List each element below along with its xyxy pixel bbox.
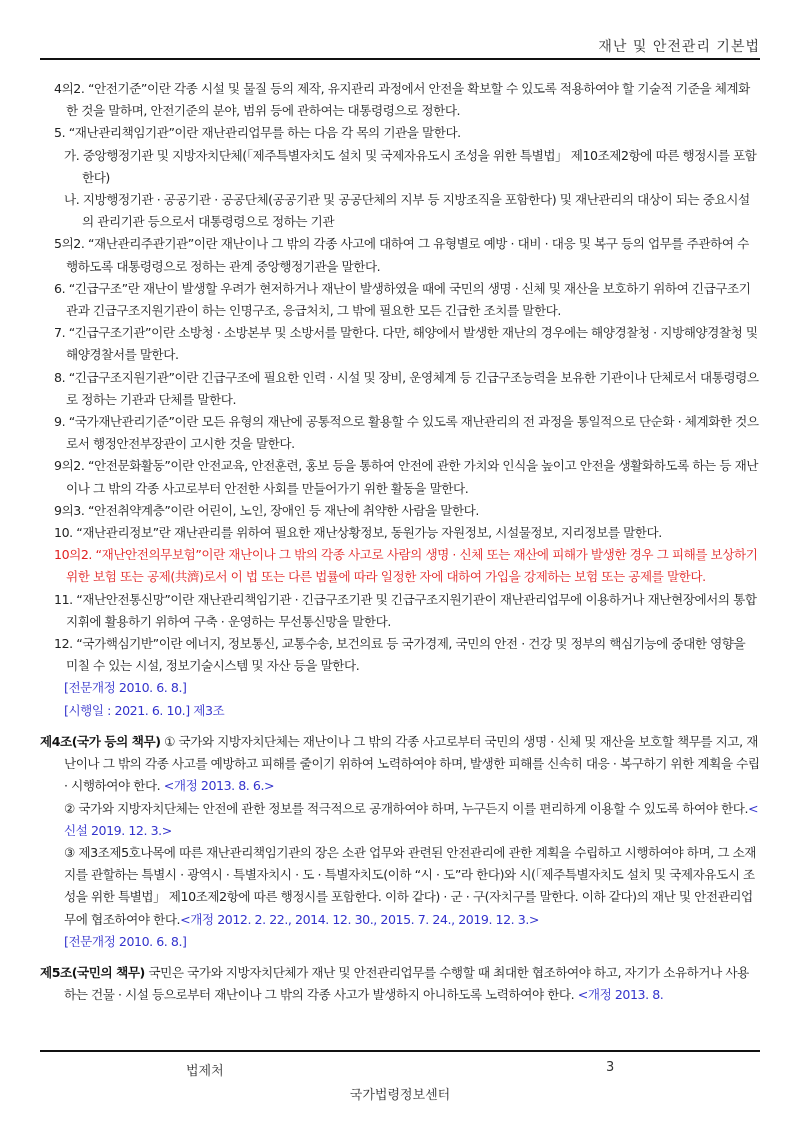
- definition-5-2: 5의2. “재난관리주관기관”이란 재난이나 그 밖의 각종 사고에 대하여 그 유형별로 예방 · 대비 · 대응 및 복구 등의 업무를 주관하여 수행하도록 대통령령으로 정하는 관계 중앙행정기관을 말한다.: [54, 236, 749, 274]
- article-5-title: 제5조(국민의 책무): [40, 964, 145, 980]
- definition-11: 11. “재난안전통신망”이란 재난관리책임기관 · 긴급구조기관 및 긴급구조지원기관이 재난관리업무에 이용하거나 재난현장에서의 통합지휘에 활용하기 위하여 구축 · 운영하는 무선통신망을 말한다.: [54, 591, 757, 629]
- article-4-title: 제4조(국가 등의 책무): [40, 733, 161, 749]
- article-4-paragraph-3: ③ 제3조제5호나목에 따른 재난관리책임기관의 장은 소관 업무와 관련된 안전관리에 관한 계획을 수립하고 시행하여야 하며, 그 소재지를 관할하는 특별시 · 광역시 · 특별자치시 · 도 · 특별자치도(이하 “시 · 도”라 한다)와 시(「제주특별자치도 설치 및 국제자유도시 조성을 위한 특별법」 제10조제2항에 따른 행정시를 포함한다. 이하 같다) · 군 · 구(자치구를 말한다. 이하 같다)의 재난 및 안전관리업무에 협조하여야 한다.<개정 2012. 2. 22., 2014. 12. 30., 2015. 7. 24., 2019. 12. 3.>: [64, 844, 757, 927]
- definition-9: 9. “국가재난관리기준”이란 모든 유형의 재난에 공통적으로 활용할 수 있도록 재난관리의 전 과정을 통일적으로 단순화 · 체계화한 것으로서 행정안전부장관이 고시한 것을 말한다.: [54, 414, 759, 452]
- definition-9-2: 9의2. “안전문화활동”이란 안전교육, 안전훈련, 홍보 등을 통하여 안전에 관한 가치와 인식을 높이고 안전을 생활화하도록 하는 등 재난이나 그 밖의 각종 사고로부터 안전한 사회를 만들어가기 위한 활동을 말한다.: [54, 458, 759, 496]
- definition-4-2: 4의2. “안전기준”이란 각종 시설 및 물질 등의 제작, 유지관리 과정에서 안전을 확보할 수 있도록 적용하여야 할 기술적 기준을 체계화한 것을 말하며, 안전기준의 분야, 범위 등에 관하여는 대통령령으로 정한다.: [54, 81, 750, 119]
- definition-8: 8. “긴급구조지원기관”이란 긴급구조에 필요한 인력 · 시설 및 장비, 운영체계 등 긴급구조능력을 보유한 기관이나 단체로서 대통령령으로 정하는 기관과 단체를 말한다.: [54, 369, 759, 407]
- definition-9-3: 9의3. “안전취약계층”이란 어린이, 노인, 장애인 등 재난에 취약한 사람을 말한다.: [54, 502, 479, 518]
- definition-7: 7. “긴급구조기관”이란 소방청 · 소방본부 및 소방서를 말한다. 다만, 해양에서 발생한 재난의 경우에는 해양경찰청 · 지방해양경찰청 및 해양경찰서를 말한다.: [54, 325, 758, 363]
- amendment-note: <개정 2012. 2. 22., 2014. 12. 30., 2015. 7. 24., 2019. 12. 3.>: [180, 911, 539, 927]
- new-provision-note: <신설 2019. 12. 3.>: [64, 800, 759, 838]
- amendment-note: <개정 2013. 8. 6.>: [163, 778, 275, 794]
- definition-5-ga: 가. 중앙행정기관 및 지방자치단체(「제주특별자치도 설치 및 국제자유도시 조성을 위한 특별법」 제10조제2항에 따른 행정시를 포함한다): [64, 147, 757, 185]
- definition-12: 12. “국가핵심기반”이란 에너지, 정보통신, 교통수송, 보건의료 등 국가경제, 국민의 안전 · 건강 및 정부의 핵심기능에 중대한 영향을 미칠 수 있는 시설, 정보기술시스템 및 자산 등을 말한다.: [54, 636, 746, 674]
- page-number: 3: [606, 1060, 615, 1075]
- definition-5: 5. “재난관리책임기관”이란 재난관리업무를 하는 다음 각 목의 기관을 말한다.: [54, 125, 461, 141]
- header-divider: [40, 58, 760, 60]
- article-3-link[interactable]: 제3조: [193, 702, 225, 718]
- footer-source: 법제처: [186, 1064, 224, 1079]
- definition-10: 10. “재난관리정보”란 재난관리를 위하여 필요한 재난상황정보, 동원가능 자원정보, 시설물정보, 지리정보를 말한다.: [54, 525, 662, 541]
- definition-5-na: 나. 지방행정기관 · 공공기관 · 공공단체(공공기관 및 공공단체의 지부 등 지방조직을 포함한다) 및 재난관리의 대상이 되는 중요시설의 관리기관 등으로서 대통령령으로 정하는 기관: [64, 192, 750, 230]
- article-4-paragraph-2: ② 국가와 지방자치단체는 안전에 관한 정보를 적극적으로 공개하여야 하며, 누구든지 이를 편리하게 이용할 수 있도록 하여야 한다.<신설 2019. 12. 3.>: [64, 800, 759, 838]
- revision-note: [전문개정 2010. 6. 8.]: [64, 680, 187, 696]
- footer-divider: [40, 1050, 760, 1052]
- definition-10-2-amended: 10의2. “재난안전의무보험”이란 재난이나 그 밖의 각종 사고로 사람의 생명 · 신체 또는 재산에 피해가 발생한 경우 그 피해를 보상하기 위한 보험 또는 공제(共濟)로서 이 법 또는 다른 법률에 따라 일정한 자에 대하여 가입을 강제하는 보험 또는 공제를 말한다.: [54, 547, 758, 585]
- effective-date-note: [시행일 : 2021. 6. 10.] 제3조: [64, 702, 225, 718]
- article-4: 제4조(국가 등의 책무) ① 국가와 지방자치단체는 재난이나 그 밖의 각종 사고로부터 국민의 생명 · 신체 및 재산을 보호할 책무를 지고, 재난이나 그 밖의 각종 사고를 예방하고 피해를 줄이기 위하여 노력하여야 하며, 발생한 피해를 신속히 대응 · 복구하기 위한 계획을 수립 · 시행하여야 한다. <개정 2013. 8. 6.>: [40, 733, 760, 794]
- article-5: 제5조(국민의 책무) 국민은 국가와 지방자치단체가 재난 및 안전관리업무를 수행할 때 최대한 협조하여야 하고, 자기가 소유하거나 사용하는 건물 · 시설 등으로부터 재난이나 그 밖의 각종 사고가 발생하지 아니하도록 노력하여야 한다. <개정 2013. 8.: [40, 964, 749, 1003]
- amendment-note: <개정 2013. 8.: [577, 987, 664, 1003]
- document-body: [40, 78, 760, 1006]
- article-4-revision-note: [전문개정 2010. 6. 8.]: [64, 933, 187, 949]
- definition-6: 6. “긴급구조”란 재난이 발생할 우려가 현저하거나 재난이 발생하였을 때에 국민의 생명 · 신체 및 재산을 보호하기 위하여 긴급구조기관과 긴급구조지원기관이 하는 인명구조, 응급처치, 그 밖에 필요한 모든 긴급한 조치를 말한다.: [54, 280, 751, 319]
- document-title: 재난 및 안전관리 기본법: [598, 39, 760, 55]
- footer-center: 국가법령정보센터: [349, 1088, 451, 1103]
